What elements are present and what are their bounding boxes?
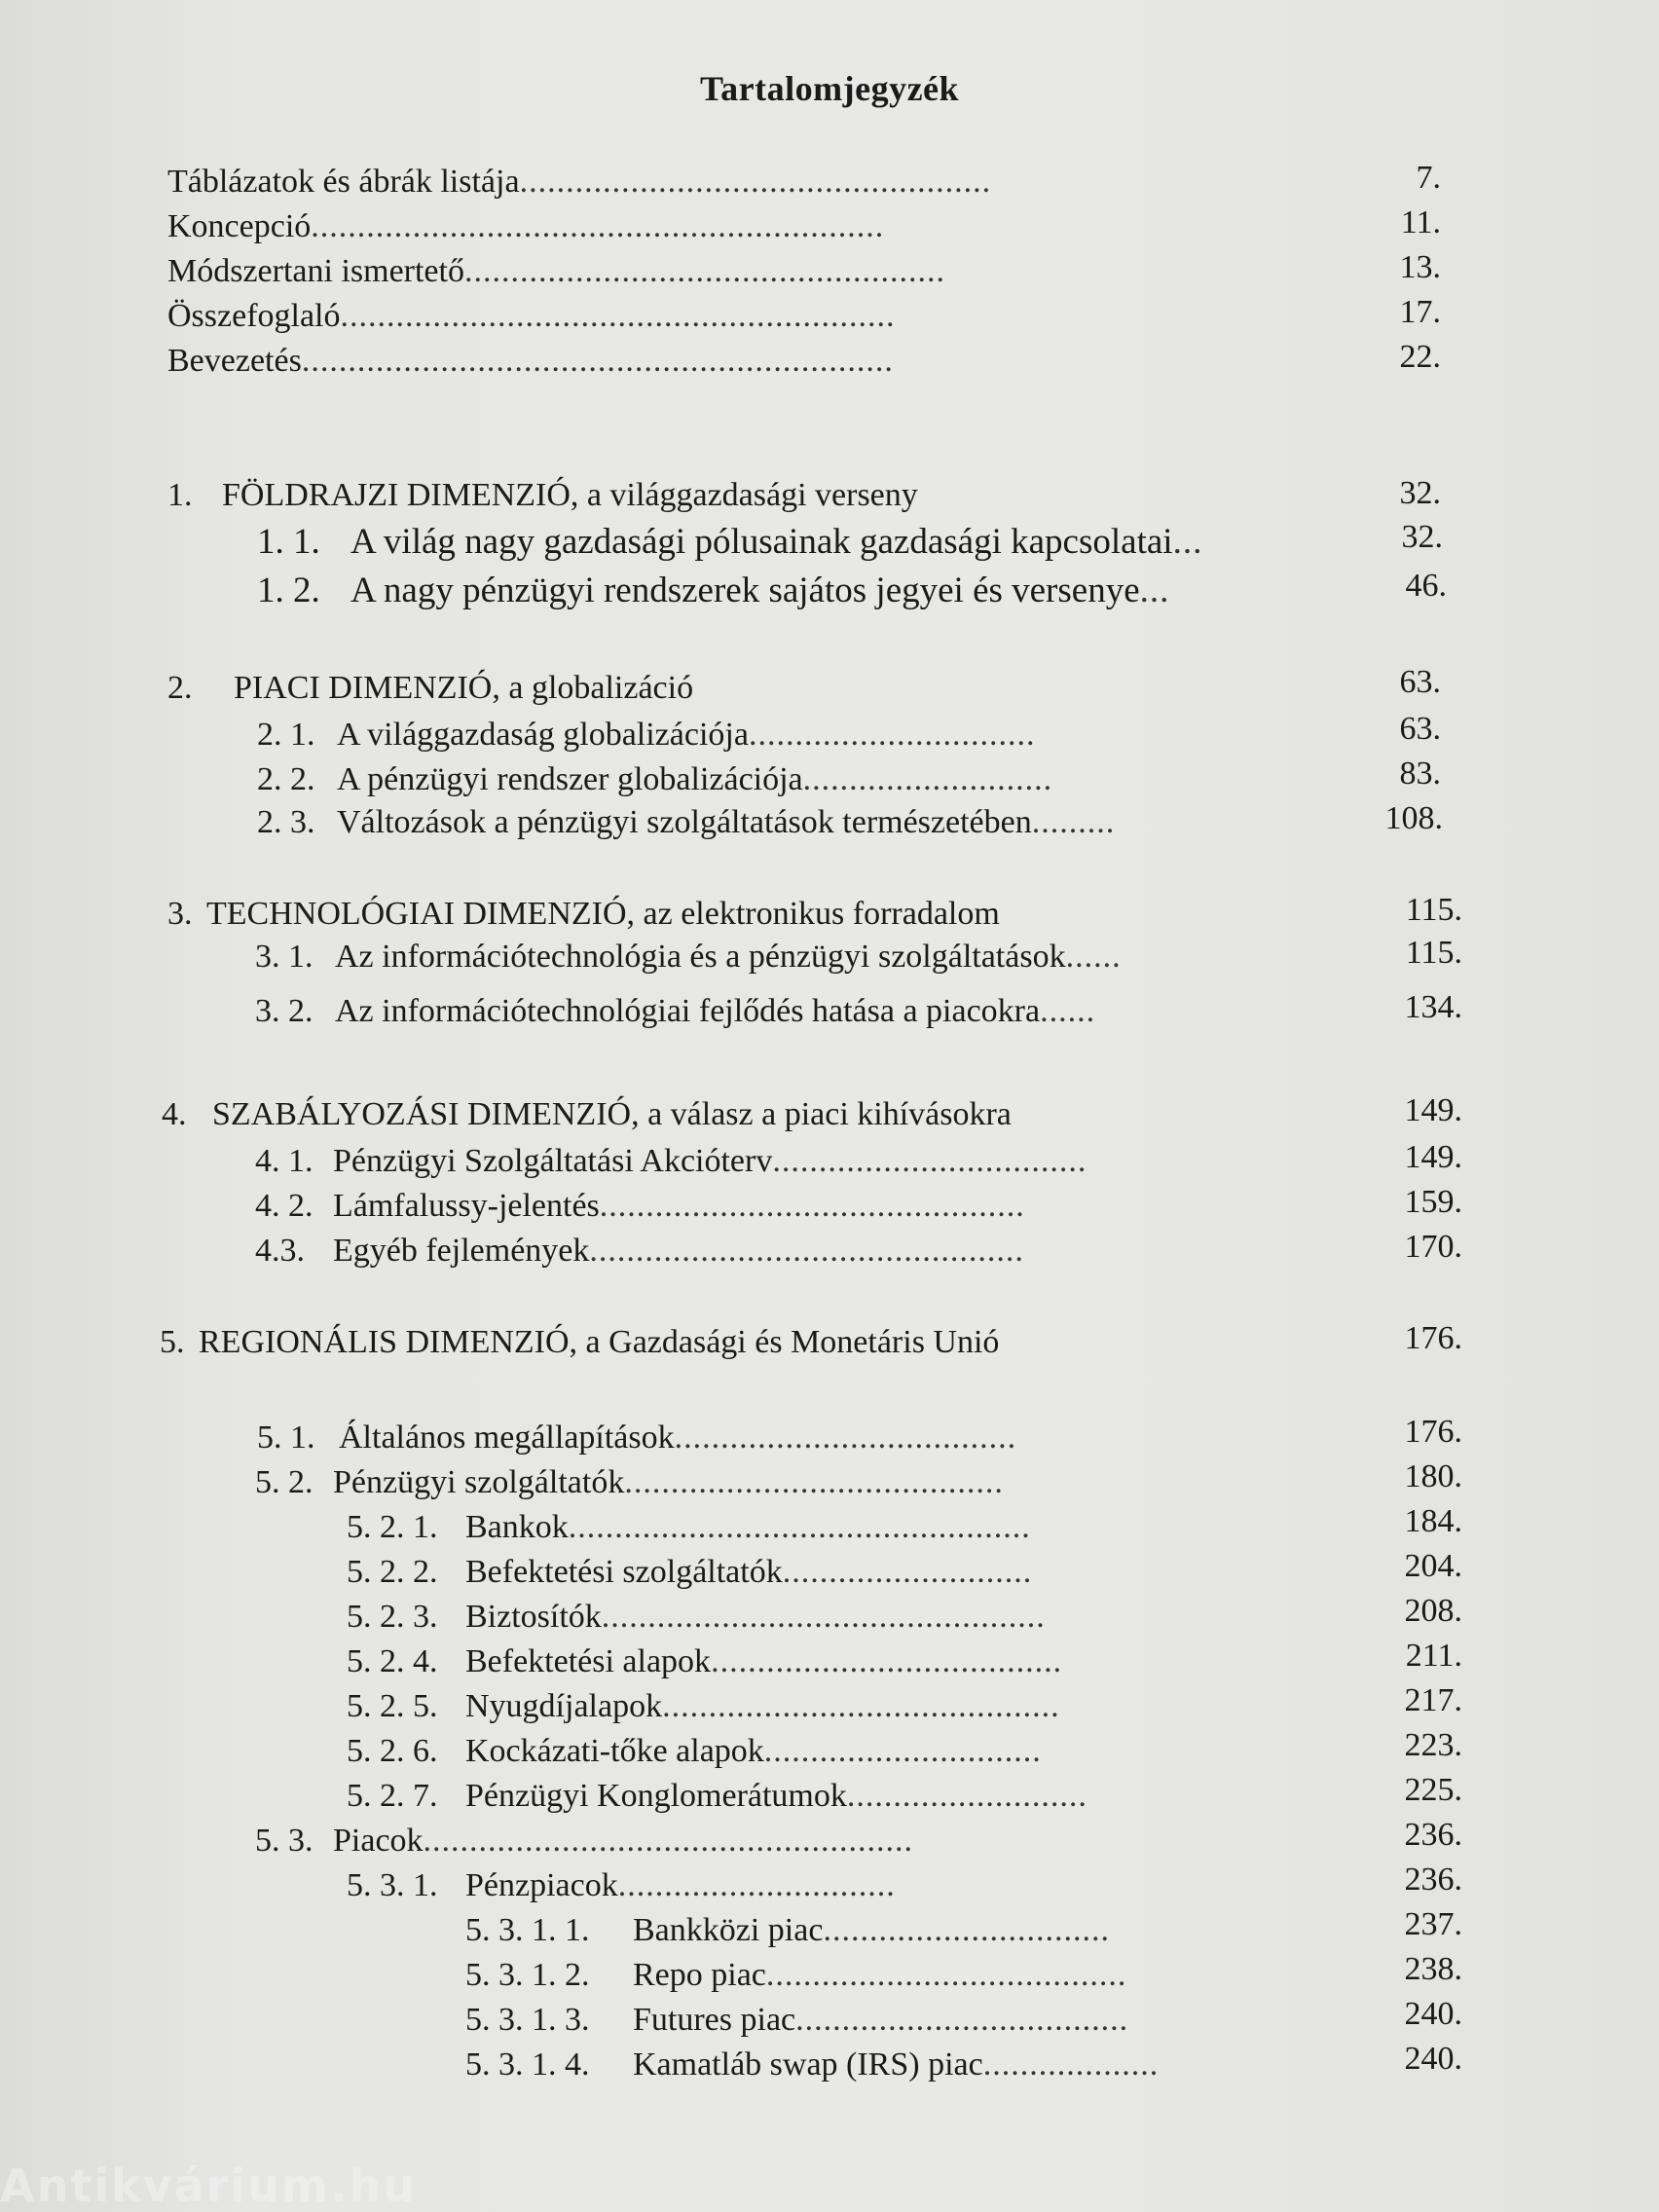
entry-text: REGIONÁLIS DIMENZIÓ, a Gazdasági és Monetáris Unió — [199, 1324, 1000, 1360]
toc-entry — [167, 164, 991, 201]
leader-dots: .............................. — [763, 1733, 1042, 1769]
leader-dots: .......................... — [846, 1778, 1088, 1814]
entry-number: 5. — [160, 1324, 185, 1360]
entry-text: Biztosítók — [465, 1599, 602, 1635]
entry-number: 5. 2. — [255, 1464, 313, 1500]
entry-text: PIACI DIMENZIÓ, a globalizáció — [234, 670, 694, 706]
toc-entry — [347, 1778, 1088, 1815]
entry-number: 1. 2. — [257, 571, 320, 610]
toc-entry — [167, 298, 896, 335]
page-number: 240. — [1404, 1996, 1462, 2032]
entry-text: Nyugdíjalapok — [465, 1688, 663, 1724]
entry-number: 5. 3. 1. — [347, 1867, 438, 1903]
page-number: 211. — [1405, 1638, 1462, 1674]
entry-text: Összefoglaló — [167, 298, 341, 334]
entry-text: Pénzpiacok — [465, 1867, 618, 1903]
entry-text: Táblázatok és ábrák listája — [167, 164, 520, 200]
entry-text: Változások a pénzügyi szolgáltatások természetében — [337, 804, 1032, 840]
page-number: 170. — [1404, 1229, 1462, 1265]
leader-dots: ...................................... — [711, 1643, 1063, 1679]
page-number: 159. — [1404, 1184, 1462, 1220]
page-number: 149. — [1404, 1092, 1462, 1128]
entry-text: Kockázati-tőke alapok — [465, 1733, 764, 1769]
leader-dots: ........................................... — [662, 1688, 1060, 1724]
entry-number: 5. 2. 1. — [347, 1509, 438, 1545]
page-number: 7. — [1416, 160, 1441, 196]
entry-text: Bevezetés — [167, 343, 302, 379]
leader-dots: ................................................... — [519, 164, 992, 200]
page-number: 225. — [1404, 1772, 1462, 1808]
toc-entry — [347, 1733, 1042, 1770]
leader-dots: .................................... — [795, 2002, 1129, 2038]
entry-text: Futures piac — [633, 2002, 796, 2038]
entry-text: A világgazdaság globalizációja — [337, 717, 749, 753]
toc-entry — [465, 1912, 1110, 1949]
page-number: 11. — [1400, 204, 1441, 240]
page-number: 63. — [1399, 711, 1441, 747]
page-number: 115. — [1405, 892, 1462, 928]
page-number: 134. — [1404, 989, 1462, 1025]
entry-number: 2. — [167, 670, 193, 706]
entry-text: A pénzügyi rendszer globalizációja — [337, 761, 803, 797]
entry-text: Egyéb fejlemények — [333, 1233, 590, 1269]
leader-dots: ...... — [1040, 993, 1096, 1029]
toc-entry — [347, 1509, 1031, 1546]
entry-text: FÖLDRAJZI DIMENZIÓ, a világgazdasági verseny — [222, 477, 918, 513]
page-number: 46. — [1405, 568, 1447, 604]
entry-text: Koncepció — [167, 208, 312, 244]
entry-number: 1. 1. — [257, 522, 320, 562]
leader-dots: ................... — [982, 2046, 1160, 2083]
entry-text: Pénzügyi szolgáltatók — [333, 1464, 625, 1500]
page-number: 180. — [1404, 1458, 1462, 1494]
entry-number: 3. 1. — [255, 939, 313, 975]
entry-number: 4.3. — [255, 1233, 305, 1269]
entry-number: 5. 2. 3. — [347, 1599, 438, 1635]
entry-text: Lámfalussy-jelentés — [333, 1188, 600, 1224]
leader-dots: ................................................................ — [301, 343, 894, 379]
entry-number: 1. — [167, 477, 193, 513]
entry-text: SZABÁLYOZÁSI DIMENZIÓ, a válasz a piaci kihívásokra — [212, 1096, 1012, 1132]
toc-entry — [255, 1143, 1087, 1180]
toc-entry — [255, 1823, 913, 1860]
page-number: 83. — [1399, 756, 1441, 792]
leader-dots: ... — [1172, 522, 1203, 562]
entry-number: 5. 3. 1. 2. — [465, 1957, 590, 1993]
entry-text: A nagy pénzügyi rendszerek sajátos jegyei és versenye — [350, 571, 1140, 610]
entry-text: Bankközi piac — [633, 1912, 824, 1948]
toc-entry — [347, 1599, 1046, 1636]
page-number: 115. — [1405, 935, 1462, 971]
entry-number: 2. 1. — [257, 717, 315, 753]
entry-number: 5. 3. 1. 4. — [465, 2046, 590, 2083]
page-title: Tartalomjegyzék — [699, 69, 960, 108]
leader-dots: ..................................................... — [423, 1823, 914, 1859]
toc-entry — [167, 208, 884, 245]
entry-number: 3. — [167, 896, 193, 932]
page-number: 63. — [1399, 664, 1441, 700]
page-number: 223. — [1404, 1727, 1462, 1763]
entry-number: 5. 2. 6. — [347, 1733, 438, 1769]
toc-entry — [167, 896, 1000, 933]
page-number: 184. — [1404, 1503, 1462, 1539]
toc-entry — [162, 1096, 1012, 1133]
leader-dots: ......... — [1031, 804, 1116, 840]
toc-entry — [255, 939, 1122, 976]
entry-text: Befektetési alapok — [465, 1643, 712, 1679]
leader-dots: ............................... — [748, 717, 1036, 753]
toc-entry — [465, 2046, 1159, 2083]
leader-dots: ........................... — [782, 1554, 1033, 1590]
toc-entry — [255, 1188, 1025, 1225]
entry-text: Általános megállapítások — [339, 1419, 675, 1456]
entry-text: Pénzügyi Szolgáltatási Akcióterv — [333, 1143, 773, 1179]
toc-entry — [167, 670, 693, 707]
entry-number: 2. 2. — [257, 761, 315, 797]
toc-entry — [167, 253, 945, 290]
leader-dots: ..................................... — [674, 1419, 1017, 1456]
toc-entry — [255, 1464, 1004, 1501]
page-number: 32. — [1401, 519, 1443, 555]
entry-number: 4. 1. — [255, 1143, 313, 1179]
toc-entry — [160, 1324, 999, 1361]
leader-dots: ............................................... — [589, 1233, 1024, 1269]
page-number: 240. — [1404, 2041, 1462, 2077]
entry-text: Piacok — [333, 1823, 424, 1859]
entry-text: Módszertani ismertető — [167, 253, 464, 289]
entry-text: Az információtechnológiai fejlődés hatása a piacokra — [335, 993, 1041, 1029]
page-number: 22. — [1399, 339, 1441, 375]
toc-entry — [257, 570, 1169, 611]
entry-text: Pénzügyi Konglomerátumok — [465, 1778, 847, 1814]
page-number: 208. — [1404, 1593, 1462, 1629]
page-number: 32. — [1399, 475, 1441, 511]
toc-entry — [347, 1688, 1060, 1725]
toc-entry — [465, 1957, 1126, 1994]
entry-number: 5. 2. 2. — [347, 1554, 438, 1590]
toc-entry — [347, 1867, 896, 1904]
leader-dots: ......................................... — [624, 1464, 1004, 1500]
watermark: Antikvárium.hu — [0, 2159, 417, 2212]
leader-dots: ............................................................ — [340, 298, 896, 334]
toc-entry — [255, 993, 1095, 1030]
leader-dots: .............................................................. — [311, 208, 885, 244]
entry-number: 4. 2. — [255, 1188, 313, 1224]
page-number: 176. — [1404, 1320, 1462, 1356]
entry-number: 3. 2. — [255, 993, 313, 1029]
page-number: 13. — [1399, 249, 1441, 285]
entry-number: 5. 2. 4. — [347, 1643, 438, 1679]
entry-number: 5. 2. 7. — [347, 1778, 438, 1814]
toc-entry — [347, 1554, 1032, 1591]
entry-text: Bankok — [465, 1509, 569, 1545]
toc-entry — [255, 1233, 1024, 1270]
leader-dots: ....................................... — [765, 1957, 1127, 1993]
entry-number: 5. 1. — [257, 1419, 315, 1456]
leader-dots: .................................. — [772, 1143, 1088, 1179]
leader-dots: ...... — [1065, 939, 1122, 975]
leader-dots: .............................................. — [599, 1188, 1025, 1224]
page-number: 237. — [1404, 1906, 1462, 1942]
entry-number: 4. — [162, 1096, 187, 1132]
leader-dots: ... — [1139, 571, 1170, 610]
page-number: 108. — [1384, 800, 1443, 836]
leader-dots: .............................. — [617, 1867, 896, 1903]
page-number: 149. — [1404, 1139, 1462, 1175]
page-number: 204. — [1404, 1548, 1462, 1584]
entry-number: 5. 3. 1. 1. — [465, 1912, 590, 1948]
entry-number: 5. 2. 5. — [347, 1688, 438, 1724]
entry-text: Kamatláb swap (IRS) piac — [633, 2046, 983, 2083]
page-number: 236. — [1404, 1862, 1462, 1898]
leader-dots: ............................... — [823, 1912, 1110, 1948]
leader-dots: ........................... — [802, 761, 1053, 797]
toc-entry — [347, 1643, 1062, 1680]
entry-number: 5. 3. — [255, 1823, 313, 1859]
toc-entry — [257, 1419, 1016, 1456]
page-number: 217. — [1404, 1682, 1462, 1718]
entry-number: 5. 3. 1. 3. — [465, 2002, 590, 2038]
entry-text: Az információtechnológia és a pénzügyi szolgáltatások — [335, 939, 1066, 975]
toc-entry — [257, 804, 1115, 841]
toc-entry — [167, 343, 894, 380]
entry-text: TECHNOLÓGIAI DIMENZIÓ, az elektronikus forradalom — [206, 896, 1000, 932]
entry-text: Repo piac — [633, 1957, 766, 1993]
page-number: 176. — [1404, 1414, 1462, 1450]
leader-dots: .................................................... — [463, 253, 945, 289]
toc-entry — [167, 477, 918, 514]
toc-entry — [257, 717, 1035, 754]
page-number: 17. — [1399, 294, 1441, 330]
entry-number: 2. 3. — [257, 804, 315, 840]
page-number: 238. — [1404, 1951, 1462, 1987]
entry-text: A világ nagy gazdasági pólusainak gazdasági kapcsolatai — [350, 522, 1173, 562]
page-number: 236. — [1404, 1817, 1462, 1853]
toc-entry — [257, 521, 1202, 563]
toc-entry — [465, 2002, 1128, 2039]
leader-dots: .................................................. — [568, 1509, 1031, 1545]
leader-dots: ................................................ — [601, 1599, 1046, 1635]
entry-text: Befektetési szolgáltatók — [465, 1554, 783, 1590]
toc-entry — [257, 761, 1052, 798]
